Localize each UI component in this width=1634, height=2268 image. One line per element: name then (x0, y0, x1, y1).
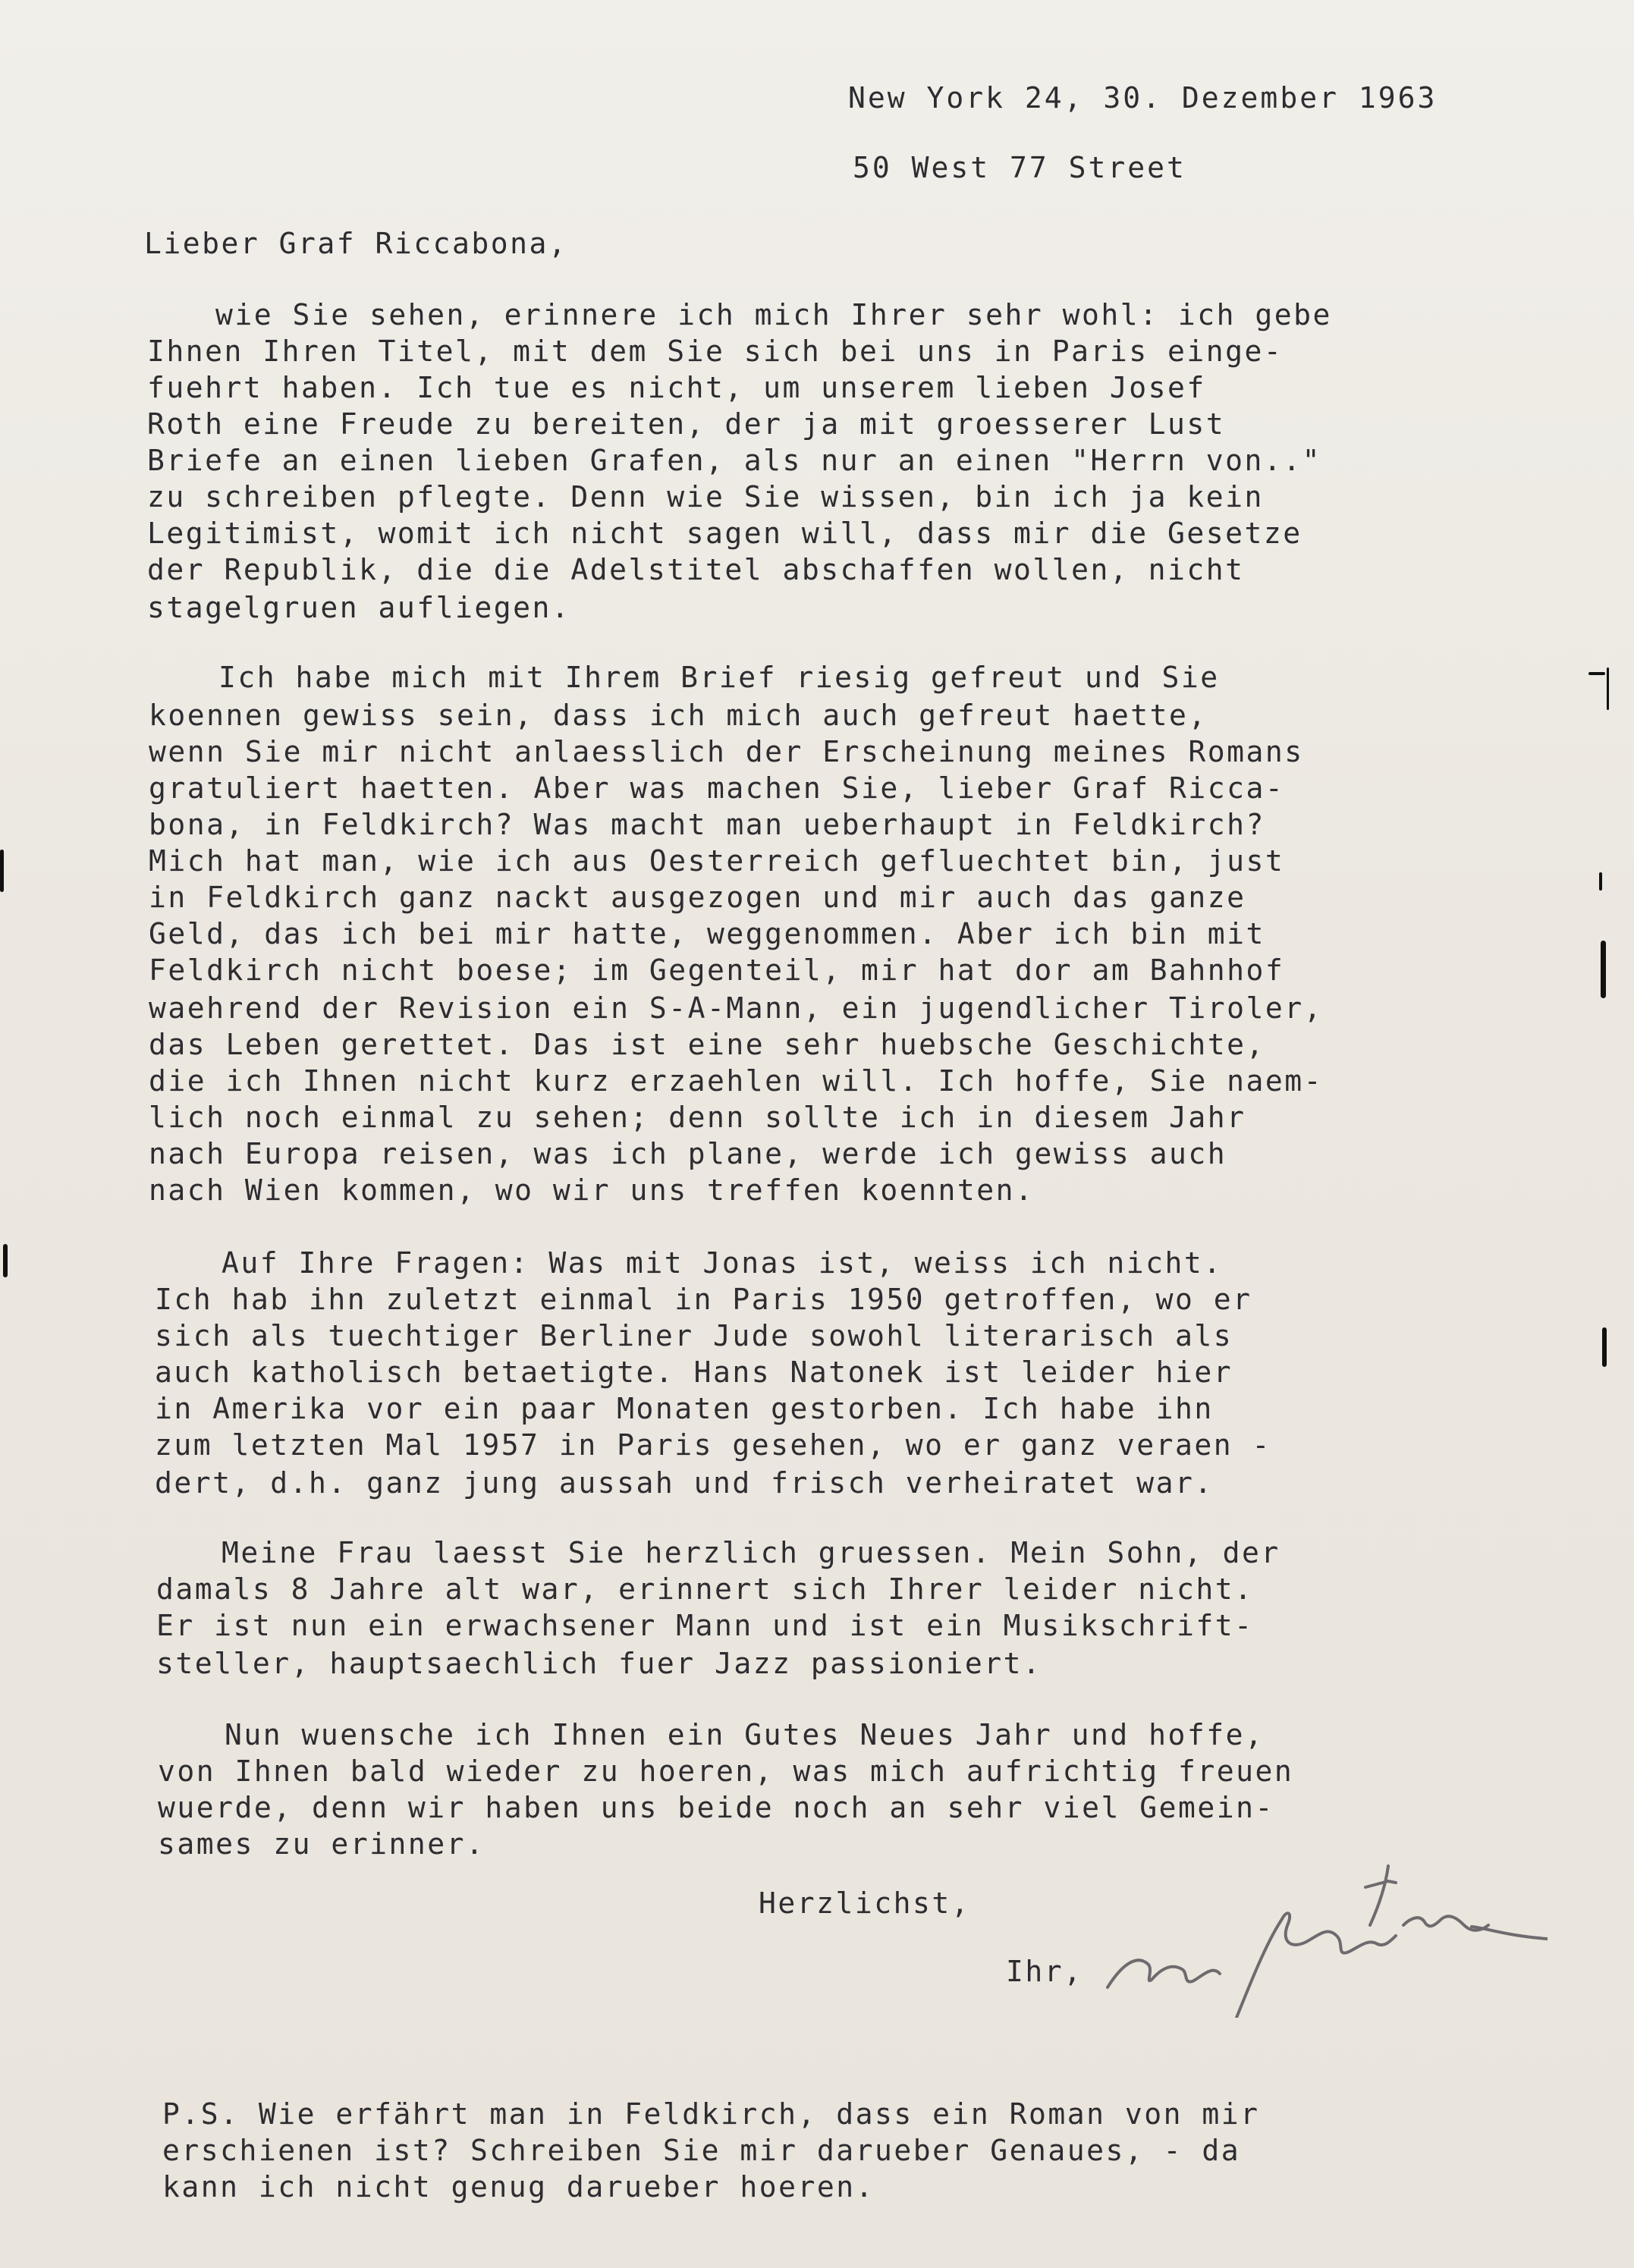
paragraph-line: waehrend der Revision ein S-A-Mann, ein jugendlicher Tiroler, (149, 991, 1324, 1025)
paragraph-line: nach Europa reisen, was ich plane, werde ich gewiss auch (149, 1137, 1227, 1170)
paragraph-line: wie Sie sehen, erinnere ich mich Ihrer sehr wohl: ich gebe (215, 298, 1332, 331)
margin-mark (0, 850, 4, 892)
paragraph-line: sich als tuechtiger Berliner Jude sowohl literarisch als (155, 1319, 1233, 1352)
paragraph-line: stagelgruen aufliegen. (147, 591, 571, 624)
paragraph-line: Mich hat man, wie ich aus Oesterreich gefluechtet bin, just (149, 844, 1285, 878)
paragraph-line: wuerde, denn wir haben uns beide noch an sehr viel Gemein- (158, 1791, 1274, 1824)
paragraph-line: das Leben gerettet. Das ist eine sehr huebsche Geschichte, (149, 1028, 1265, 1061)
paragraph-line: fuehrt haben. Ich tue es nicht, um unserem lieben Josef (147, 371, 1206, 404)
paragraph-line: Ihnen Ihren Titel, mit dem Sie sich bei uns in Paris einge- (147, 335, 1284, 368)
header-address: 50 West 77 Street (853, 151, 1186, 184)
paragraph-line: lich noch einmal zu sehen; denn sollte ich in diesem Jahr (149, 1101, 1246, 1134)
paragraph-line: Ich hab ihn zuletzt einmal in Paris 1950 getroffen, wo er (155, 1283, 1252, 1316)
paragraph-line: Briefe an einen lieben Grafen, als nur an einen "Herrn von.." (147, 444, 1322, 477)
paragraph-line: Meine Frau laesst Sie herzlich gruessen. Mein Sohn, der (222, 1536, 1280, 1569)
paragraph-line: Er ist nun ein erwachsener Mann und ist ein Musikschrift- (156, 1609, 1254, 1642)
paragraph-line: in Feldkirch ganz nackt ausgezogen und mir auch das ganze (149, 881, 1246, 914)
margin-mark (1601, 941, 1606, 998)
closing-ihr: Ihr, (1006, 1955, 1083, 1988)
paragraph-line: Ich habe mich mit Ihrem Brief riesig gefreut und Sie (218, 661, 1220, 694)
handwritten-signature (1092, 1836, 1548, 2018)
postscript-line: P.S. Wie erfährt man in Feldkirch, dass ein Roman von mir (162, 2097, 1260, 2131)
margin-mark (1588, 672, 1605, 675)
paragraph-line: nach Wien kommen, wo wir uns treffen koennten. (149, 1173, 1035, 1207)
margin-mark (1607, 668, 1609, 710)
paragraph-line: damals 8 Jahre alt war, erinnert sich Ihrer leider nicht. (156, 1572, 1254, 1606)
postscript-line: kann ich nicht genug darueber hoeren. (162, 2170, 875, 2204)
postscript-line: erschienen ist? Schreiben Sie mir darueber Genaues, - da (162, 2134, 1241, 2167)
paragraph-line: von Ihnen bald wieder zu hoeren, was mich aufrichtig freuen (158, 1754, 1294, 1788)
paragraph-line: dert, d.h. ganz jung aussah und frisch verheiratet war. (155, 1466, 1214, 1500)
paragraph-line: Auf Ihre Fragen: Was mit Jonas ist, weiss ich nicht. (222, 1246, 1223, 1280)
margin-mark (1599, 872, 1602, 891)
paragraph-line: in Amerika vor ein paar Monaten gestorben. Ich habe ihn (155, 1392, 1214, 1425)
paragraph-line: die ich Ihnen nicht kurz erzaehlen will. Ich hoffe, Sie naem- (149, 1064, 1324, 1098)
margin-mark (3, 1244, 8, 1277)
paragraph-line: zum letzten Mal 1957 in Paris gesehen, wo er ganz veraen - (155, 1428, 1271, 1462)
paragraph-line: Legitimist, womit ich nicht sagen will, dass mir die Gesetze (147, 517, 1302, 550)
paragraph-line: der Republik, die die Adelstitel abschaffen wollen, nicht (147, 553, 1245, 586)
paragraph-line: Geld, das ich bei mir hatte, weggenommen. Aber ich bin mit (149, 917, 1265, 950)
header-place-date: New York 24, 30. Dezember 1963 (848, 81, 1438, 115)
paragraph-line: Feldkirch nicht boese; im Gegenteil, mir hat dor am Bahnhof (149, 953, 1285, 987)
paragraph-line: steller, hauptsaechlich fuer Jazz passioniert. (156, 1647, 1042, 1680)
paragraph-line: zu schreiben pflegte. Denn wie Sie wissen, bin ich ja kein (147, 480, 1264, 514)
salutation: Lieber Graf Riccabona, (144, 227, 568, 260)
paragraph-line: wenn Sie mir nicht anlaesslich der Erscheinung meines Romans (149, 735, 1304, 768)
paragraph-line: sames zu erinner. (158, 1827, 485, 1861)
paragraph-line: Nun wuensche ich Ihnen ein Gutes Neues Jahr und hoffe, (225, 1718, 1265, 1751)
paragraph-line: koennen gewiss sein, dass ich mich auch gefreut haette, (149, 699, 1208, 732)
paragraph-line: Roth eine Freude zu bereiten, der ja mit groesserer Lust (147, 407, 1226, 441)
paragraph-line: auch katholisch betaetigte. Hans Natonek ist leider hier (155, 1355, 1233, 1389)
closing: Herzlichst, (759, 1886, 971, 1920)
paragraph-line: gratuliert haetten. Aber was machen Sie, lieber Graf Ricca- (149, 771, 1285, 805)
margin-mark (1602, 1327, 1607, 1367)
paragraph-line: bona, in Feldkirch? Was macht man ueberhaupt in Feldkirch? (149, 808, 1265, 841)
